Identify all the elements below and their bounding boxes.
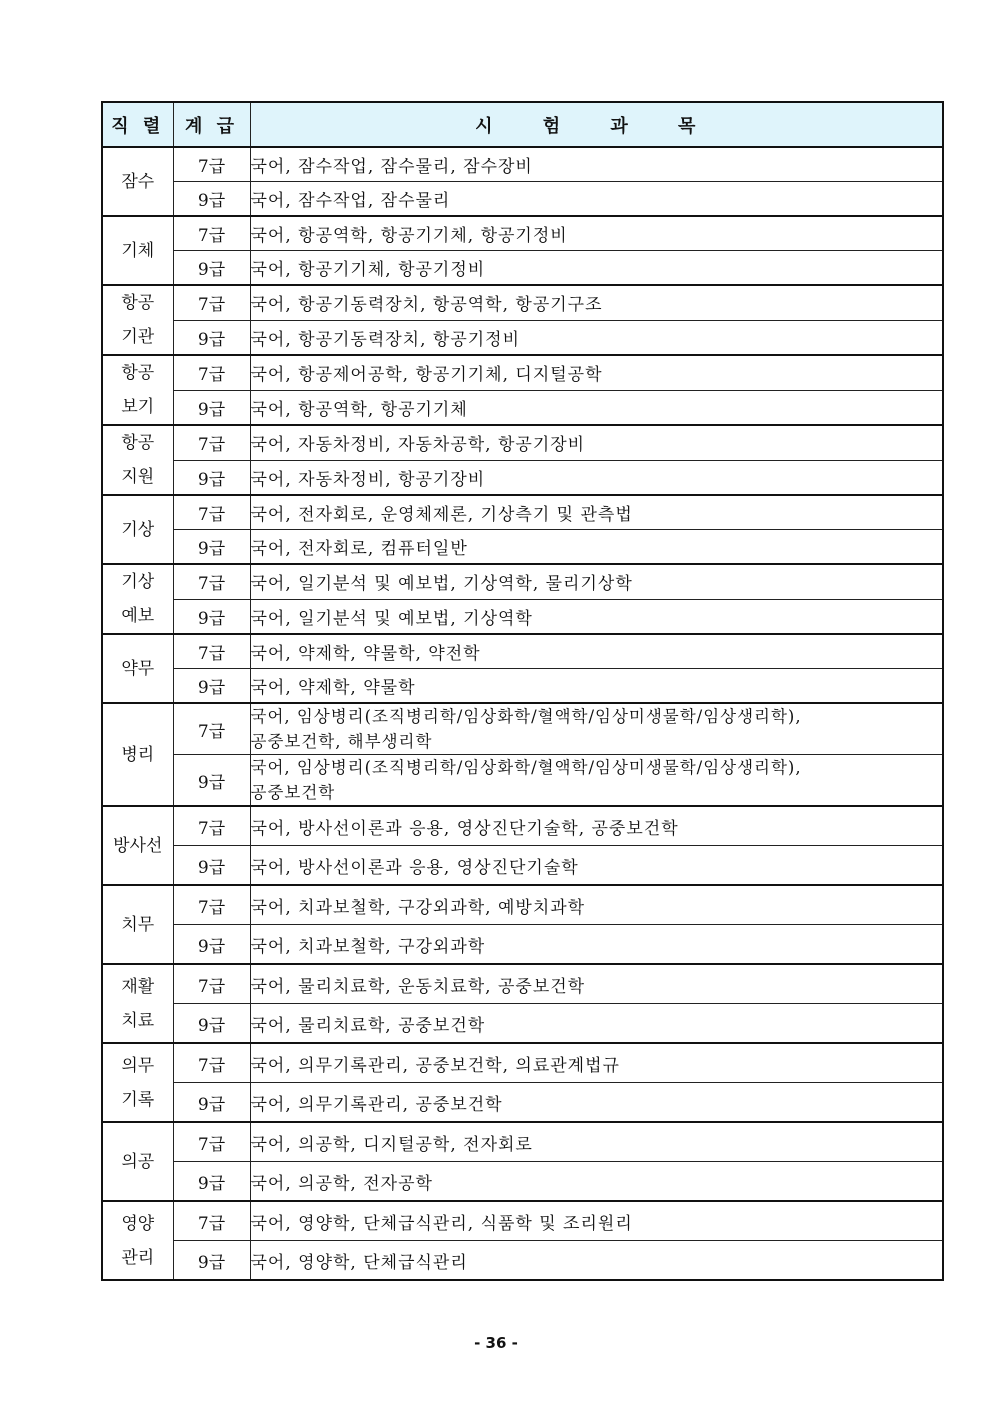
table-row [102, 703, 943, 755]
grade-cell: 7급 [173, 564, 250, 599]
job-label-line1: 영양 [121, 1213, 155, 1234]
table-row [102, 182, 943, 217]
subjects-cell: 국어, 자동차정비, 항공기장비 [250, 460, 943, 495]
job-cell [102, 1122, 173, 1201]
subjects-cell: 국어, 항공역학, 항공기기체, 항공기정비 [250, 216, 943, 251]
job-label: 병리 [121, 744, 155, 765]
grade-cell: 7급 [173, 1122, 250, 1162]
grade-cell: 7급 [173, 703, 250, 755]
table-row [102, 755, 943, 807]
grade-cell: 7급 [173, 495, 250, 530]
table-row [102, 216, 943, 251]
subjects-cell [250, 755, 943, 807]
grade-cell: 7급 [173, 1201, 250, 1241]
job-cell [102, 964, 173, 1043]
subjects-cell: 국어, 일기분석 및 예보법, 기상역학 [250, 599, 943, 634]
subjects-cell: 국어, 의공학, 전자공학 [250, 1162, 943, 1202]
grade-cell: 7급 [173, 285, 250, 320]
subjects-cell: 국어, 치과보철학, 구강외과학 [250, 925, 943, 965]
grade-cell: 9급 [173, 599, 250, 634]
subjects-cell: 국어, 물리치료학, 공중보건학 [250, 1004, 943, 1044]
table-row [102, 285, 943, 320]
grade-cell: 7급 [173, 806, 250, 846]
table-row [102, 1122, 943, 1162]
grade-cell: 7급 [173, 355, 250, 390]
header-grade: 계 급 [173, 102, 250, 147]
subjects-cell: 국어, 영양학, 단체급식관리, 식품학 및 조리원리 [250, 1201, 943, 1241]
grade-cell: 9급 [173, 846, 250, 886]
job-label-line1: 기상 [121, 572, 155, 592]
table-row [102, 390, 943, 425]
exam-subjects-table [101, 101, 944, 1281]
subjects-line1: 국어, 임상병리(조직병리학/임상화학/혈액학/임상미생물학/임상생리학), [250, 707, 802, 726]
table-row [102, 147, 943, 182]
job-label: 방사선 [113, 835, 163, 856]
job-cell [102, 425, 173, 495]
job-label-line1: 항공 [121, 433, 155, 453]
subjects-line2: 공중보건학, 해부생리학 [250, 732, 433, 751]
job-label-line2: 기관 [121, 327, 155, 347]
grade-cell: 9급 [173, 390, 250, 425]
grade-cell: 9급 [173, 669, 250, 704]
header-subjects: 시 험 과 목 [250, 102, 943, 147]
subjects-cell: 국어, 잠수작업, 잠수물리 [250, 182, 943, 217]
grade-cell: 9급 [173, 1083, 250, 1123]
table-row [102, 530, 943, 565]
table-row [102, 1004, 943, 1044]
table-row [102, 495, 943, 530]
table-row [102, 355, 943, 390]
job-label-line2: 관리 [121, 1247, 155, 1268]
subjects-cell: 국어, 항공역학, 항공기기체 [250, 390, 943, 425]
job-label: 약무 [121, 658, 155, 679]
subjects-cell: 국어, 일기분석 및 예보법, 기상역학, 물리기상학 [250, 564, 943, 599]
grade-cell: 9급 [173, 1241, 250, 1281]
grade-cell: 9급 [173, 182, 250, 217]
grade-cell: 9급 [173, 530, 250, 565]
table-row [102, 925, 943, 965]
job-cell [102, 1043, 173, 1122]
subjects-cell: 국어, 영양학, 단체급식관리 [250, 1241, 943, 1281]
subjects-cell: 국어, 약제학, 약물학 [250, 669, 943, 704]
grade-cell: 7급 [173, 1043, 250, 1083]
job-cell [102, 285, 173, 355]
grade-cell: 9급 [173, 460, 250, 495]
subjects-cell: 국어, 항공기동력장치, 항공역학, 항공기구조 [250, 285, 943, 320]
subjects-cell: 국어, 전자회로, 컴퓨터일반 [250, 530, 943, 565]
job-cell [102, 355, 173, 425]
job-cell [102, 806, 173, 885]
subjects-cell: 국어, 방사선이론과 응용, 영상진단기술학 [250, 846, 943, 886]
subjects-cell: 국어, 약제학, 약물학, 약전학 [250, 634, 943, 669]
job-label: 기체 [121, 240, 155, 261]
grade-cell: 7급 [173, 216, 250, 251]
subjects-cell: 국어, 방사선이론과 응용, 영상진단기술학, 공중보건학 [250, 806, 943, 846]
table-row [102, 460, 943, 495]
table-row [102, 964, 943, 1004]
table-row [102, 1201, 943, 1241]
grade-cell: 9급 [173, 1162, 250, 1202]
job-label-line2: 지원 [121, 467, 155, 487]
job-label-line1: 항공 [121, 293, 155, 313]
job-label-line2: 치료 [121, 1010, 155, 1031]
subjects-line2: 공중보건학 [250, 783, 336, 802]
job-cell [102, 564, 173, 634]
subjects-cell: 국어, 잠수작업, 잠수물리, 잠수장비 [250, 147, 943, 182]
job-cell [102, 634, 173, 703]
table-header-row [102, 102, 943, 147]
table-row [102, 320, 943, 355]
job-label-line1: 재활 [121, 976, 155, 997]
table-row [102, 251, 943, 286]
table-row [102, 634, 943, 669]
job-label: 의공 [121, 1151, 155, 1172]
job-label-line1: 의무 [121, 1055, 155, 1076]
job-cell [102, 703, 173, 806]
subjects-cell [250, 703, 943, 755]
subjects-cell: 국어, 항공기동력장치, 항공기정비 [250, 320, 943, 355]
subjects-cell: 국어, 의무기록관리, 공중보건학 [250, 1083, 943, 1123]
subjects-cell: 국어, 의무기록관리, 공중보건학, 의료관계법규 [250, 1043, 943, 1083]
grade-cell: 7급 [173, 425, 250, 460]
table-row [102, 564, 943, 599]
job-label-line2: 기록 [121, 1089, 155, 1110]
grade-cell: 7급 [173, 147, 250, 182]
job-cell [102, 1201, 173, 1280]
job-label: 기상 [121, 519, 155, 540]
grade-cell: 9급 [173, 1004, 250, 1044]
job-cell [102, 495, 173, 564]
subjects-cell: 국어, 자동차정비, 자동차공학, 항공기장비 [250, 425, 943, 460]
table-row [102, 806, 943, 846]
table-row [102, 1241, 943, 1281]
subjects-cell: 국어, 의공학, 디지털공학, 전자회로 [250, 1122, 943, 1162]
job-label: 잠수 [121, 171, 155, 192]
table-row [102, 669, 943, 704]
subjects-cell: 국어, 항공제어공학, 항공기기체, 디지털공학 [250, 355, 943, 390]
job-label-line2: 예보 [121, 606, 155, 626]
subjects-cell: 국어, 물리치료학, 운동치료학, 공중보건학 [250, 964, 943, 1004]
grade-cell: 7급 [173, 964, 250, 1004]
grade-cell: 9급 [173, 925, 250, 965]
grade-cell: 9급 [173, 251, 250, 286]
table-row [102, 1083, 943, 1123]
subjects-cell: 국어, 전자회로, 운영체제론, 기상측기 및 관측법 [250, 495, 943, 530]
subjects-line1: 국어, 임상병리(조직병리학/임상화학/혈액학/임상미생물학/임상생리학), [250, 758, 802, 777]
table-row [102, 885, 943, 925]
job-cell [102, 885, 173, 964]
grade-cell: 7급 [173, 634, 250, 669]
subjects-cell: 국어, 치과보철학, 구강외과학, 예방치과학 [250, 885, 943, 925]
table-row [102, 1043, 943, 1083]
header-job: 직 렬 [102, 102, 173, 147]
job-label-line1: 항공 [121, 363, 155, 383]
grade-cell: 9급 [173, 320, 250, 355]
table-row [102, 846, 943, 886]
table-row [102, 1162, 943, 1202]
job-label: 치무 [121, 914, 155, 935]
job-cell [102, 216, 173, 285]
table-row [102, 599, 943, 634]
grade-cell: 9급 [173, 755, 250, 807]
subjects-cell: 국어, 항공기기체, 항공기정비 [250, 251, 943, 286]
table-row [102, 425, 943, 460]
page-number: - 36 - [474, 1334, 518, 1352]
grade-cell: 7급 [173, 885, 250, 925]
job-label-line2: 보기 [121, 397, 155, 417]
job-cell [102, 147, 173, 216]
